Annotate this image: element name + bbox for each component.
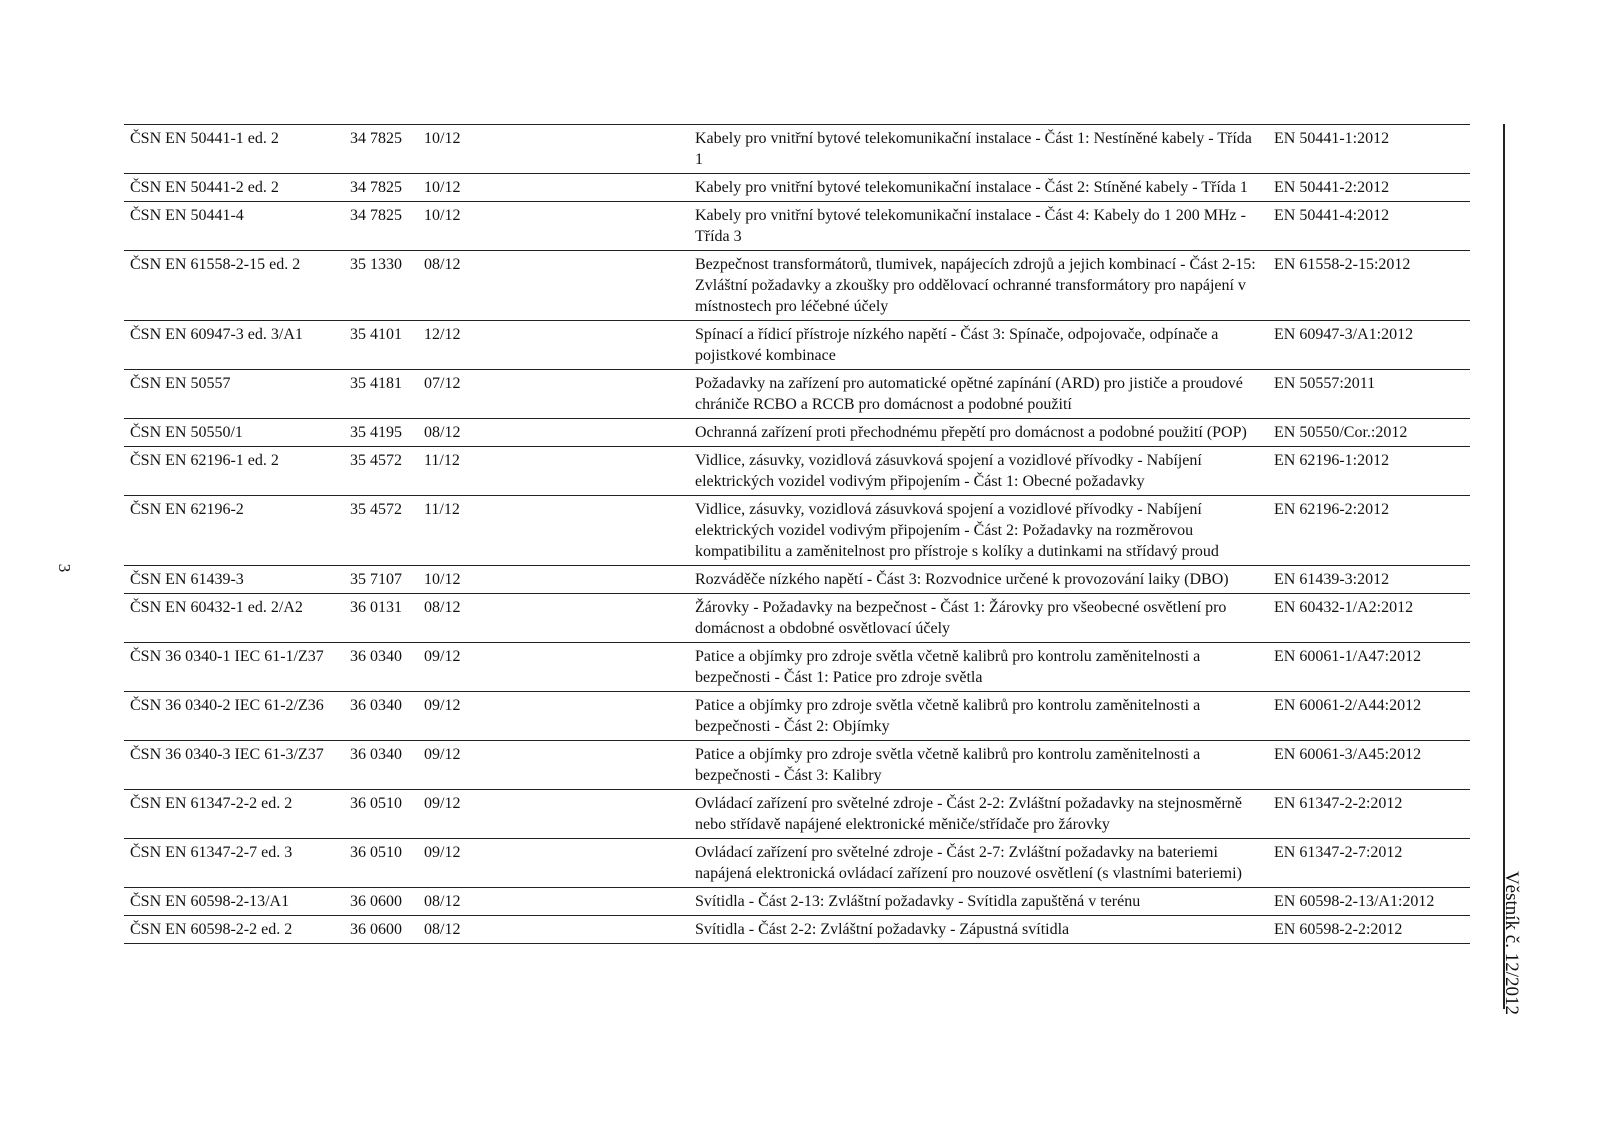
- standard-title: Ovládací zařízení pro světelné zdroje - Část 2-7: Zvláštní požadavky na bateriemi napájená elektronická ovládací zařízení pro nouzové osvětlení (s vlastními bateriemi): [691, 839, 1270, 888]
- equivalent-standard: EN 61347-2-7:2012: [1270, 839, 1470, 888]
- classification-code: 35 4572: [346, 496, 420, 566]
- standard-title: Kabely pro vnitřní bytové telekomunikační instalace - Část 2: Stíněné kabely - Třída 1: [691, 174, 1270, 202]
- issue-date: 09/12: [420, 790, 691, 839]
- standard-title: Patice a objímky pro zdroje světla včetně kalibrů pro kontrolu zaměnitelnosti a bezpečnosti - Část 1: Patice pro zdroje světla: [691, 643, 1270, 692]
- journal-label: Věstník č. 12/2012: [1501, 870, 1522, 1016]
- equivalent-standard: EN 50550/Cor.:2012: [1270, 419, 1470, 447]
- equivalent-standard: EN 60432-1/A2:2012: [1270, 594, 1470, 643]
- table-row: [124, 321, 1470, 370]
- standard-designation: ČSN 36 0340-2 IEC 61-2/Z36: [124, 692, 346, 741]
- table-row: [124, 692, 1470, 741]
- issue-date: 11/12: [420, 496, 691, 566]
- table-row: [124, 839, 1470, 888]
- issue-date: 10/12: [420, 202, 691, 251]
- issue-date: 11/12: [420, 447, 691, 496]
- table-row: [124, 202, 1470, 251]
- page-number: 3: [55, 563, 74, 573]
- standard-title: Patice a objímky pro zdroje světla včetně kalibrů pro kontrolu zaměnitelnosti a bezpečnosti - Část 3: Kalibry: [691, 741, 1270, 790]
- classification-code: 34 7825: [346, 174, 420, 202]
- issue-date: 10/12: [420, 566, 691, 594]
- standard-title: Svítidla - Část 2-13: Zvláštní požadavky - Svítidla zapuštěná v terénu: [691, 888, 1270, 916]
- classification-code: 36 0340: [346, 643, 420, 692]
- issue-date: 08/12: [420, 888, 691, 916]
- classification-code: 35 4101: [346, 321, 420, 370]
- classification-code: 35 4181: [346, 370, 420, 419]
- standard-designation: ČSN EN 62196-2: [124, 496, 346, 566]
- standard-title: Vidlice, zásuvky, vozidlová zásuvková spojení a vozidlové přívodky - Nabíjení elektrických vozidel vodivým připojením - Část 2: Požadavky na rozměrovou kompatibilitu a zaměnitelnost pro přístroje s kolíky a dutinkami na střídavý proud: [691, 496, 1270, 566]
- issue-date: 08/12: [420, 251, 691, 321]
- standard-designation: ČSN EN 50441-2 ed. 2: [124, 174, 346, 202]
- equivalent-standard: EN 60061-2/A44:2012: [1270, 692, 1470, 741]
- issue-date: 10/12: [420, 125, 691, 174]
- equivalent-standard: EN 60061-3/A45:2012: [1270, 741, 1470, 790]
- classification-code: 36 0600: [346, 888, 420, 916]
- table-row: [124, 916, 1470, 944]
- issue-date: 09/12: [420, 643, 691, 692]
- classification-code: 35 4195: [346, 419, 420, 447]
- table-row: [124, 251, 1470, 321]
- classification-code: 35 7107: [346, 566, 420, 594]
- standard-designation: ČSN EN 60598-2-2 ed. 2: [124, 916, 346, 944]
- standard-designation: ČSN EN 61347-2-2 ed. 2: [124, 790, 346, 839]
- equivalent-standard: EN 60598-2-2:2012: [1270, 916, 1470, 944]
- table-row: [124, 643, 1470, 692]
- standard-title: Rozváděče nízkého napětí - Část 3: Rozvodnice určené k provozování laiky (DBO): [691, 566, 1270, 594]
- standard-designation: ČSN 36 0340-1 IEC 61-1/Z37: [124, 643, 346, 692]
- table-row: [124, 566, 1470, 594]
- classification-code: 36 0340: [346, 692, 420, 741]
- standard-title: Spínací a řídicí přístroje nízkého napětí - Část 3: Spínače, odpojovače, odpínače a pojistkové kombinace: [691, 321, 1270, 370]
- table-row: [124, 888, 1470, 916]
- table-row: [124, 790, 1470, 839]
- standard-designation: ČSN EN 50550/1: [124, 419, 346, 447]
- standard-title: Patice a objímky pro zdroje světla včetně kalibrů pro kontrolu zaměnitelnosti a bezpečnosti - Část 2: Objímky: [691, 692, 1270, 741]
- issue-date: 08/12: [420, 594, 691, 643]
- equivalent-standard: EN 61347-2-2:2012: [1270, 790, 1470, 839]
- table-row: [124, 447, 1470, 496]
- equivalent-standard: EN 60598-2-13/A1:2012: [1270, 888, 1470, 916]
- issue-date: 10/12: [420, 174, 691, 202]
- standard-title: Žárovky - Požadavky na bezpečnost - Část 1: Žárovky pro všeobecné osvětlení pro domácnost a obdobné osvětlovací účely: [691, 594, 1270, 643]
- issue-date: 09/12: [420, 839, 691, 888]
- classification-code: 36 0340: [346, 741, 420, 790]
- classification-code: 36 0131: [346, 594, 420, 643]
- standard-designation: ČSN EN 60598-2-13/A1: [124, 888, 346, 916]
- standard-designation: ČSN EN 61558-2-15 ed. 2: [124, 251, 346, 321]
- issue-date: 12/12: [420, 321, 691, 370]
- equivalent-standard: EN 60947-3/A1:2012: [1270, 321, 1470, 370]
- classification-code: 34 7825: [346, 125, 420, 174]
- standard-title: Vidlice, zásuvky, vozidlová zásuvková spojení a vozidlové přívodky - Nabíjení elektrických vozidel vodivým připojením - Část 1: Obecné požadavky: [691, 447, 1270, 496]
- issue-date: 07/12: [420, 370, 691, 419]
- classification-code: 36 0510: [346, 790, 420, 839]
- table-row: [124, 174, 1470, 202]
- standard-designation: ČSN EN 61347-2-7 ed. 3: [124, 839, 346, 888]
- standard-designation: ČSN EN 62196-1 ed. 2: [124, 447, 346, 496]
- table-row: [124, 594, 1470, 643]
- standard-title: Kabely pro vnitřní bytové telekomunikační instalace - Část 4: Kabely do 1 200 MHz - Třída 3: [691, 202, 1270, 251]
- standard-title: Ochranná zařízení proti přechodnému přepětí pro domácnost a podobné použití (POP): [691, 419, 1270, 447]
- equivalent-standard: EN 60061-1/A47:2012: [1270, 643, 1470, 692]
- classification-code: 35 4572: [346, 447, 420, 496]
- classification-code: 36 0510: [346, 839, 420, 888]
- issue-date: 08/12: [420, 419, 691, 447]
- equivalent-standard: EN 61439-3:2012: [1270, 566, 1470, 594]
- classification-code: 36 0600: [346, 916, 420, 944]
- table-row: [124, 496, 1470, 566]
- issue-date: 09/12: [420, 741, 691, 790]
- standard-designation: ČSN EN 61439-3: [124, 566, 346, 594]
- standard-designation: ČSN 36 0340-3 IEC 61-3/Z37: [124, 741, 346, 790]
- table-row: [124, 741, 1470, 790]
- table-row: [124, 370, 1470, 419]
- standard-title: Kabely pro vnitřní bytové telekomunikační instalace - Část 1: Nestíněné kabely - Třída 1: [691, 125, 1270, 174]
- equivalent-standard: EN 50441-4:2012: [1270, 202, 1470, 251]
- table-row: [124, 419, 1470, 447]
- classification-code: 34 7825: [346, 202, 420, 251]
- standard-title: Bezpečnost transformátorů, tlumivek, napájecích zdrojů a jejich kombinací - Část 2-15: Zvláštní požadavky a zkoušky pro oddělovací ochranné transformátory pro napájení v místnostech pro léčebné účely: [691, 251, 1270, 321]
- standards-table: [124, 124, 1470, 944]
- equivalent-standard: EN 62196-2:2012: [1270, 496, 1470, 566]
- equivalent-standard: EN 50441-2:2012: [1270, 174, 1470, 202]
- standard-designation: ČSN EN 60947-3 ed. 3/A1: [124, 321, 346, 370]
- equivalent-standard: EN 50557:2011: [1270, 370, 1470, 419]
- standard-title: Svítidla - Část 2-2: Zvláštní požadavky - Zápustná svítidla: [691, 916, 1270, 944]
- standard-designation: ČSN EN 50557: [124, 370, 346, 419]
- equivalent-standard: EN 61558-2-15:2012: [1270, 251, 1470, 321]
- issue-date: 08/12: [420, 916, 691, 944]
- equivalent-standard: EN 62196-1:2012: [1270, 447, 1470, 496]
- standard-title: Požadavky na zařízení pro automatické opětné zapínání (ARD) pro jističe a proudové chrániče RCBO a RCCB pro domácnost a podobné použití: [691, 370, 1270, 419]
- equivalent-standard: EN 50441-1:2012: [1270, 125, 1470, 174]
- standard-title: Ovládací zařízení pro světelné zdroje - Část 2-2: Zvláštní požadavky na stejnosměrně nebo střídavě napájené elektronické měniče/střídače pro žárovky: [691, 790, 1270, 839]
- standard-designation: ČSN EN 50441-4: [124, 202, 346, 251]
- standard-designation: ČSN EN 50441-1 ed. 2: [124, 125, 346, 174]
- standards-table-body: [124, 125, 1470, 944]
- standard-designation: ČSN EN 60432-1 ed. 2/A2: [124, 594, 346, 643]
- classification-code: 35 1330: [346, 251, 420, 321]
- table-row: [124, 125, 1470, 174]
- issue-date: 09/12: [420, 692, 691, 741]
